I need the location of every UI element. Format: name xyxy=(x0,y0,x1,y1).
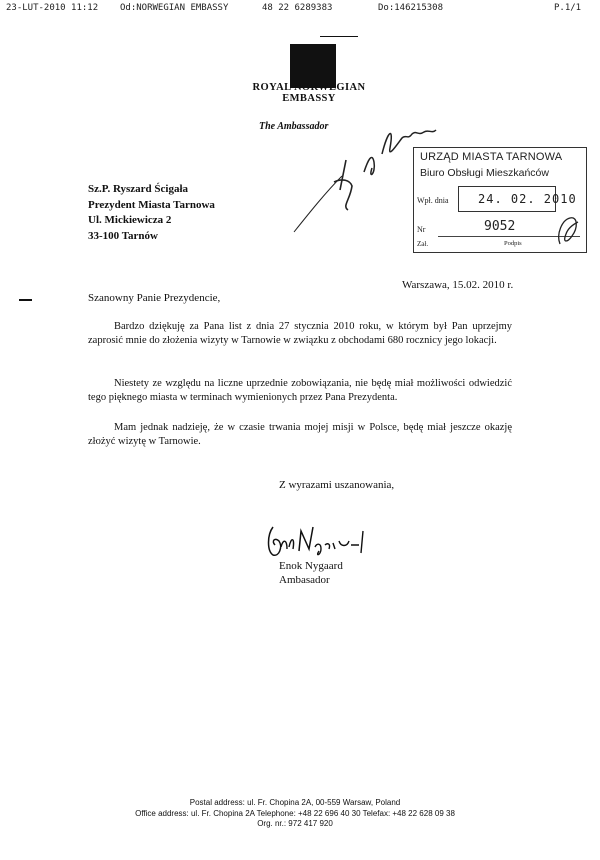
stamp-date-label: Wpł. dnia xyxy=(417,196,449,205)
footer-org: Org. nr.: 972 417 920 xyxy=(257,819,333,828)
embassy-name: ROYAL NORWEGIAN EMBASSY xyxy=(252,82,366,104)
signer-block xyxy=(279,560,343,587)
letter-paragraph-3: Mam jednak nadzieję, że w czasie trwania mojej misji w Polsce, będę miał jeszcze okazję złożyć wizytę w Tarnowie. xyxy=(88,422,512,447)
fax-datetime: 23-LUT-2010 11:12 xyxy=(6,3,99,13)
stamp-signature xyxy=(554,214,582,248)
ambassador-title: The Ambassador xyxy=(259,121,329,132)
fax-from: Od:NORWEGIAN EMBASSY xyxy=(120,3,229,13)
stamp-nr-label: Nr xyxy=(417,225,426,234)
signer-name: Enok Nygaard xyxy=(279,560,343,572)
footer-postal: Postal address: ul. Fr. Chopina 2A, 00-559 Warsaw, Poland xyxy=(189,798,401,807)
footer-office: Office address: ul. Fr. Chopina 2A Telephone: +48 22 696 40 30 Telefax: +48 22 628 09 38 xyxy=(135,808,455,818)
stamp-office: URZĄD MIASTA TARNOWA xyxy=(420,151,563,163)
stamp-podpis-label: Podpis xyxy=(504,240,522,247)
margin-dash xyxy=(19,299,32,301)
recipient-street: Ul. Mickiewicza 2 xyxy=(88,214,172,226)
fax-page: P.1/1 xyxy=(554,3,582,13)
stamp-department: Biuro Obsługi Mieszkańców xyxy=(420,167,549,179)
fax-to: Do:146215308 xyxy=(378,3,444,13)
closing: Z wyrazami uszanowania, xyxy=(279,479,395,491)
fax-number: 48 22 6289383 xyxy=(262,3,333,13)
recipient-title: Prezydent Miasta Tarnowa xyxy=(88,198,215,211)
letter-paragraph-1: Bardzo dziękuję za Pana list z dnia 27 stycznia 2010 roku, w którym był Pan uprzejmy zaprosić mnie do złożenia wizyty w Tarnowie w związku z obchodami 680 rocznicy jego lokacji. xyxy=(88,321,512,346)
letter-paragraph-2: Niestety ze względu na liczne uprzednie zobowiązania, nie będę miał możliwości odwiedzić tego pięknego miasta w terminach wymienionych przez Pana Prezydenta. xyxy=(88,378,512,403)
recipient-address xyxy=(88,182,215,244)
letter-date: Warszawa, 15.02. 2010 r. xyxy=(402,279,514,291)
stamp-nr-value: 9052 xyxy=(484,219,516,234)
logo-line xyxy=(320,36,358,37)
fax-header xyxy=(6,3,592,17)
salutation: Szanowny Panie Prezydencie, xyxy=(88,292,221,304)
stamp-zal-label: Zał. xyxy=(417,240,429,248)
footer xyxy=(100,798,490,830)
recipient-name: Sz.P. Ryszard Ścigała xyxy=(88,183,189,195)
receipt-stamp xyxy=(413,147,587,253)
stamp-date-value: 24. 02. 2010 xyxy=(478,192,577,206)
signer-title: Ambasador xyxy=(279,573,330,586)
handwritten-signature xyxy=(263,517,383,563)
recipient-city: 33-100 Tarnów xyxy=(88,229,158,242)
